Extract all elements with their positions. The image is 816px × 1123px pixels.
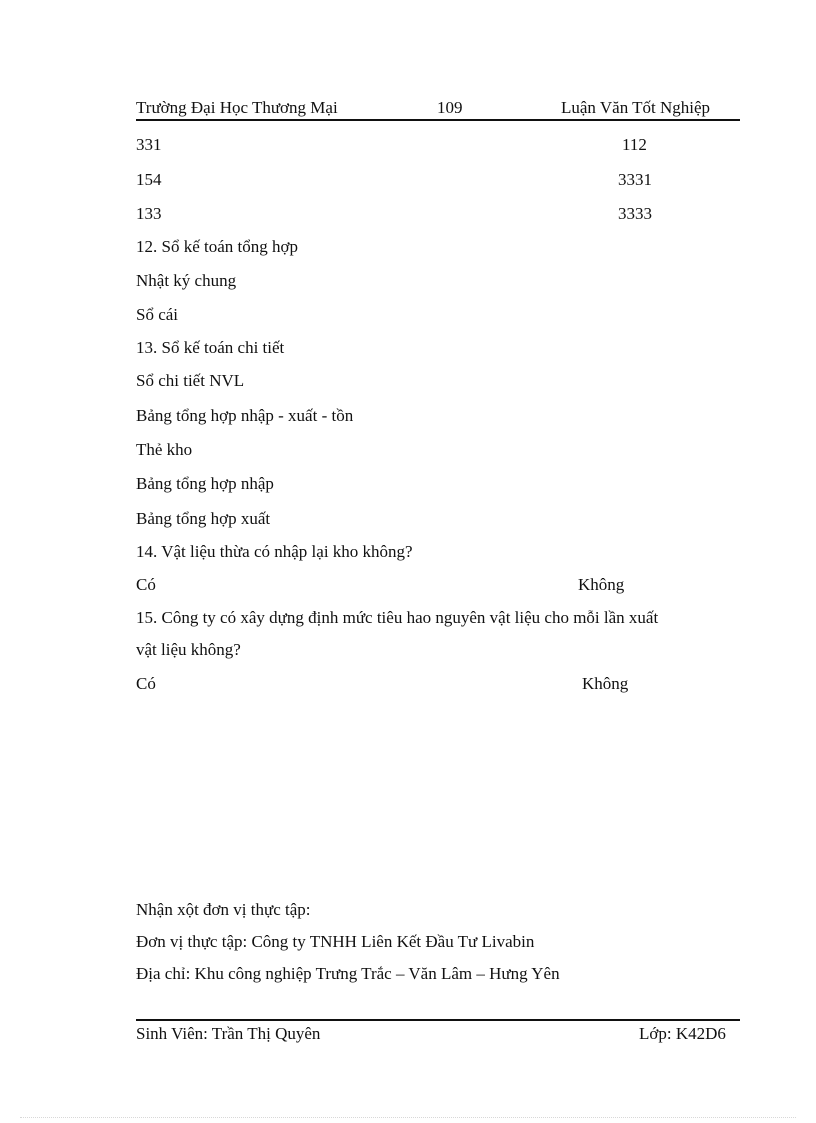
footer-class: Lớp: K42D6 <box>639 1024 726 1043</box>
internship-unit: Đơn vị thực tập: Công ty TNHH Liên Kết Đầu Tư Livabin <box>136 932 535 951</box>
question-13-title: 13. Sổ kế toán chi tiết <box>136 338 285 357</box>
page-edge-dots <box>20 1117 796 1118</box>
option-item: Bảng tổng hợp nhập <box>136 474 274 493</box>
header-rule <box>136 119 740 121</box>
option-no: Không <box>582 674 629 693</box>
account-option: 331 <box>136 135 162 154</box>
remarks-label: Nhận xột đơn vị thực tập: <box>136 900 311 919</box>
question-14-title: 14. Vật liệu thừa có nhập lại kho không? <box>136 542 413 561</box>
header-page-number: 109 <box>437 98 463 117</box>
option-item: Bảng tổng hợp nhập - xuất - tồn <box>136 406 354 425</box>
header-school: Trường Đại Học Thương Mại <box>136 98 338 117</box>
account-option: 133 <box>136 204 162 223</box>
account-option: 3331 <box>618 170 652 189</box>
option-yes: Có <box>136 575 156 594</box>
option-item: Bảng tổng hợp xuất <box>136 509 271 528</box>
option-item: Thẻ kho <box>136 440 193 459</box>
account-option: 154 <box>136 170 162 189</box>
header-thesis-title: Luận Văn Tốt Nghiệp <box>561 98 711 117</box>
question-12-title: 12. Sổ kế toán tổng hợp <box>136 237 298 256</box>
account-option: 3333 <box>618 204 652 223</box>
footer-student: Sinh Viên: Trần Thị Quyên <box>136 1024 321 1043</box>
unit-address: Địa chỉ: Khu công nghiệp Trưng Trắc – Văn Lâm – Hưng Yên <box>136 964 560 983</box>
option-item: Nhật ký chung <box>136 271 237 290</box>
option-no: Không <box>578 575 625 594</box>
option-yes: Có <box>136 674 156 693</box>
option-item: Sổ chi tiết NVL <box>136 371 245 390</box>
question-15-title-cont: vật liệu không? <box>136 640 241 659</box>
option-item: Sổ cái <box>136 305 179 324</box>
question-15-title: 15. Công ty có xây dựng định mức tiêu hao nguyên vật liệu cho mỗi lần xuất <box>136 608 659 627</box>
footer-rule <box>136 1019 740 1021</box>
account-option: 112 <box>622 135 647 154</box>
